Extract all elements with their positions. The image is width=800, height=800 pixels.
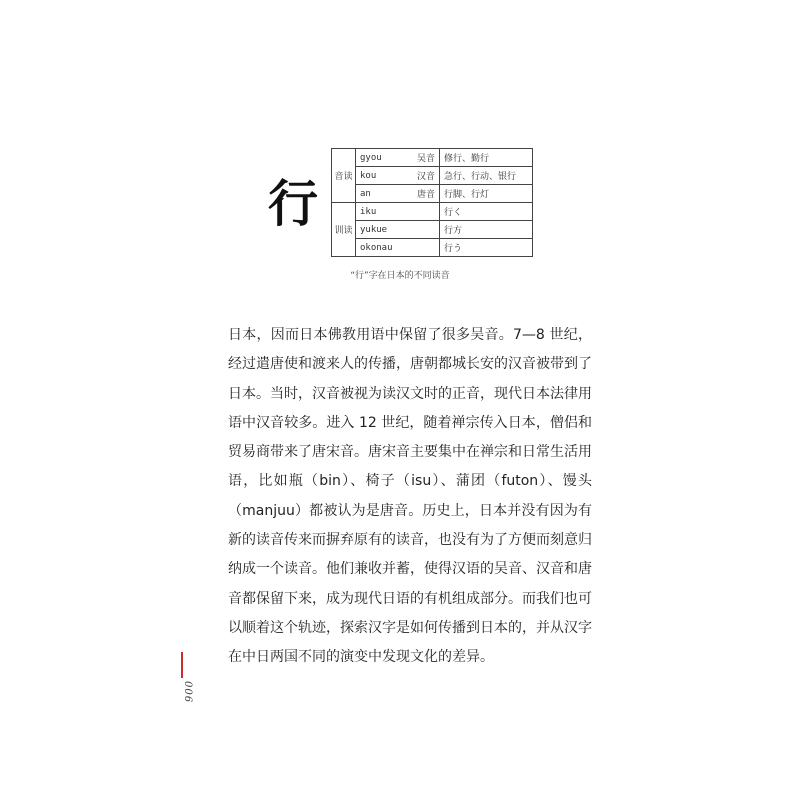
reading-examples: 行方 bbox=[440, 221, 533, 239]
reading-romaji: an bbox=[356, 185, 398, 203]
reading-type bbox=[398, 221, 440, 239]
reading-type bbox=[398, 239, 440, 257]
reading-type bbox=[398, 203, 440, 221]
reading-type: 唐音 bbox=[398, 185, 440, 203]
reading-romaji: kou bbox=[356, 167, 398, 185]
table-row bbox=[332, 239, 533, 257]
table-row bbox=[332, 149, 533, 167]
reading-romaji: gyou bbox=[356, 149, 398, 167]
category-label-kunyomi: 训读 bbox=[332, 203, 356, 257]
figure-character: 行 bbox=[268, 174, 318, 233]
reading-examples: 行脚、行灯 bbox=[440, 185, 533, 203]
reading-type: 吴音 bbox=[398, 149, 440, 167]
reading-romaji: iku bbox=[356, 203, 398, 221]
reading-examples: 急行、行动、银行 bbox=[440, 167, 533, 185]
table-row bbox=[332, 203, 533, 221]
category-label-onyomi: 音读 bbox=[332, 149, 356, 203]
readings-table bbox=[331, 148, 533, 257]
table-row bbox=[332, 221, 533, 239]
figure-caption: “行”字在日本的不同读音 bbox=[350, 271, 450, 281]
reading-examples: 修行、勤行 bbox=[440, 149, 533, 167]
reading-romaji: okonau bbox=[356, 239, 398, 257]
reading-romaji: yukue bbox=[356, 221, 398, 239]
reading-examples: 行く bbox=[440, 203, 533, 221]
reading-examples: 行う bbox=[440, 239, 533, 257]
table-row bbox=[332, 167, 533, 185]
body-paragraph: 日本，因而日本佛教用语中保留了很多吴音。7—8 世纪，经过遣唐使和渡来人的传播，唐朝都城长安的汉音被带到了日本。当时，汉音被视为读汉文时的正音，现代日本法律用语中汉音较多。进入 12 世纪，随着禅宗传入日本，僧侣和贸易商带来了唐宋音。唐宋音主要集中在禅宗和日常生活用语，比如瓶（bin）、椅子（isu）、蒲团（futon）、馒头（manjuu）都被认为是唐音。历史上，日本并没有因为有新的读音传来而摒弃原有的读音，也没有为了方便而刻意归纳成一个读音。他们兼收并蓄，使得汉语的吴音、汉音和唐音都保留下来，成为现代日语的有机组成部分。而我们也可以顺着这个轨迹，探索汉字是如何传播到日本的，并从汉字在中日两国不同的演变中发现文化的差异。 bbox=[228, 327, 592, 666]
page-number-rule bbox=[181, 652, 183, 678]
reading-type: 汉音 bbox=[398, 167, 440, 185]
table-row bbox=[332, 185, 533, 203]
page-number: 006 bbox=[182, 681, 193, 704]
